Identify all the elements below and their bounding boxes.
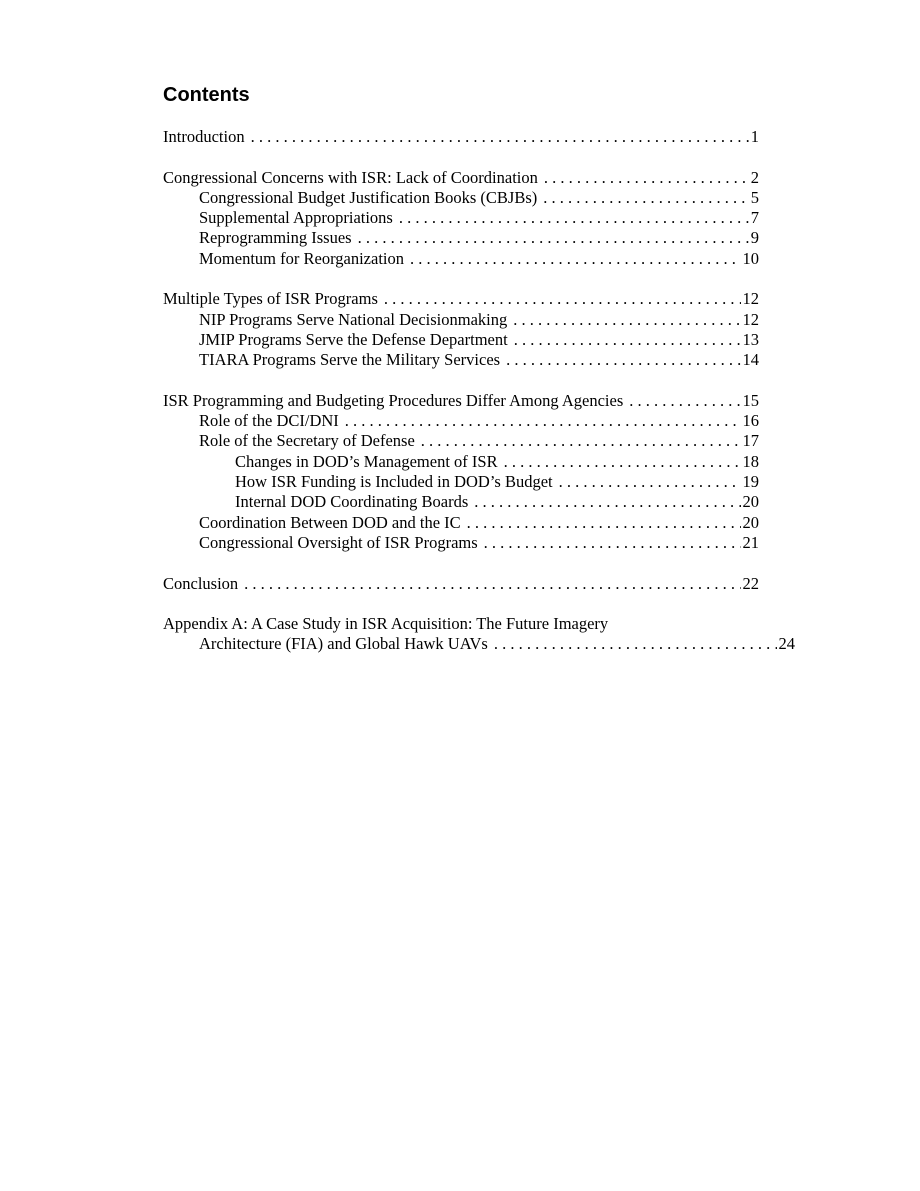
toc-entry-title: Reprogramming Issues <box>199 228 358 248</box>
toc-entry[interactable] <box>163 533 759 553</box>
toc-entry-title: How ISR Funding is Included in DOD’s Budget <box>235 472 559 492</box>
dot-leader <box>559 472 741 492</box>
toc-entry-page: 21 <box>742 532 759 552</box>
toc-entry-page: 2 <box>750 167 759 187</box>
toc-entry[interactable] <box>163 330 759 350</box>
toc-entry-title-line2: Architecture (FIA) and Global Hawk UAVs <box>199 634 494 654</box>
dot-leader <box>399 208 749 228</box>
toc-entry-title: Congressional Concerns with ISR: Lack of Coordination <box>163 168 544 188</box>
toc-entry-title: Supplemental Appropriations <box>199 208 399 228</box>
table-of-contents <box>163 127 795 655</box>
toc-entry-page: 16 <box>742 411 759 431</box>
toc-entry[interactable] <box>163 472 759 492</box>
toc-entry[interactable] <box>163 452 759 472</box>
toc-entry-title: Introduction <box>163 127 251 147</box>
toc-entry-title: JMIP Programs Serve the Defense Department <box>199 330 514 350</box>
toc-entry[interactable] <box>163 168 759 188</box>
dot-leader <box>345 411 741 431</box>
toc-entry-page: 5 <box>750 187 759 207</box>
toc-entry[interactable] <box>163 411 759 431</box>
dot-leader <box>629 391 740 411</box>
toc-entry[interactable] <box>163 614 795 655</box>
toc-entry-page: 18 <box>742 451 759 471</box>
dot-leader <box>410 249 741 269</box>
toc-entry-page: 24 <box>778 634 795 654</box>
toc-entry-title: Internal DOD Coordinating Boards <box>235 492 474 512</box>
toc-entry-title: ISR Programming and Budgeting Procedures Differ Among Agencies <box>163 391 629 411</box>
toc-entry-page: 12 <box>742 309 759 329</box>
toc-entry[interactable] <box>163 249 759 269</box>
toc-entry-page: 12 <box>742 289 759 309</box>
toc-entry-title: Coordination Between DOD and the IC <box>199 513 467 533</box>
toc-entry[interactable] <box>163 188 759 208</box>
toc-entry[interactable] <box>163 513 759 533</box>
dot-leader <box>251 127 749 147</box>
toc-entry-page: 13 <box>742 329 759 349</box>
dot-leader <box>543 188 749 208</box>
dot-leader <box>514 330 741 350</box>
dot-leader <box>244 574 740 594</box>
dot-leader <box>467 513 741 533</box>
dot-leader <box>506 350 740 370</box>
dot-leader <box>494 634 777 654</box>
toc-entry-title: Role of the DCI/DNI <box>199 411 345 431</box>
toc-entry[interactable] <box>163 574 759 594</box>
toc-entry-title: TIARA Programs Serve the Military Services <box>199 350 506 370</box>
toc-entry-title: Momentum for Reorganization <box>199 249 410 269</box>
toc-entry[interactable] <box>163 289 759 309</box>
page-heading: Contents <box>163 84 250 106</box>
toc-entry-page: 15 <box>742 390 759 410</box>
toc-entry-title: Role of the Secretary of Defense <box>199 431 421 451</box>
toc-entry-page: 20 <box>742 492 759 512</box>
dot-leader <box>474 492 740 512</box>
toc-entry-page: 20 <box>742 512 759 532</box>
toc-entry-title: Multiple Types of ISR Programs <box>163 289 384 309</box>
toc-entry[interactable] <box>163 127 759 147</box>
toc-entry[interactable] <box>163 431 759 451</box>
toc-entry[interactable] <box>163 228 759 248</box>
toc-entry[interactable] <box>163 310 759 330</box>
dot-leader <box>384 289 741 309</box>
toc-entry-page: 14 <box>742 350 759 370</box>
toc-entry-page: 9 <box>750 228 759 248</box>
toc-entry-title: Congressional Budget Justification Books (CBJBs) <box>199 188 543 208</box>
toc-entry-title: Changes in DOD’s Management of ISR <box>235 452 504 472</box>
toc-entry-page: 19 <box>742 472 759 492</box>
toc-entry-page: 22 <box>742 573 759 593</box>
dot-leader <box>484 533 741 553</box>
toc-entry-title-line1: Appendix A: A Case Study in ISR Acquisition: The Future Imagery <box>163 614 609 634</box>
toc-entry[interactable] <box>163 391 759 411</box>
toc-entry-title: Conclusion <box>163 574 244 594</box>
toc-entry[interactable] <box>163 492 759 512</box>
toc-entry-page: 1 <box>750 127 759 146</box>
toc-entry[interactable] <box>163 208 759 228</box>
toc-entry-title: Congressional Oversight of ISR Programs <box>199 533 484 553</box>
dot-leader <box>358 228 749 248</box>
toc-entry-page: 10 <box>742 248 759 268</box>
toc-entry-page: 17 <box>742 431 759 451</box>
dot-leader <box>504 452 741 472</box>
toc-entry[interactable] <box>163 350 759 370</box>
toc-entry-page: 7 <box>750 208 759 228</box>
dot-leader <box>544 168 749 188</box>
dot-leader <box>421 431 741 451</box>
dot-leader <box>513 310 740 330</box>
toc-entry-title: NIP Programs Serve National Decisionmaking <box>199 310 513 330</box>
